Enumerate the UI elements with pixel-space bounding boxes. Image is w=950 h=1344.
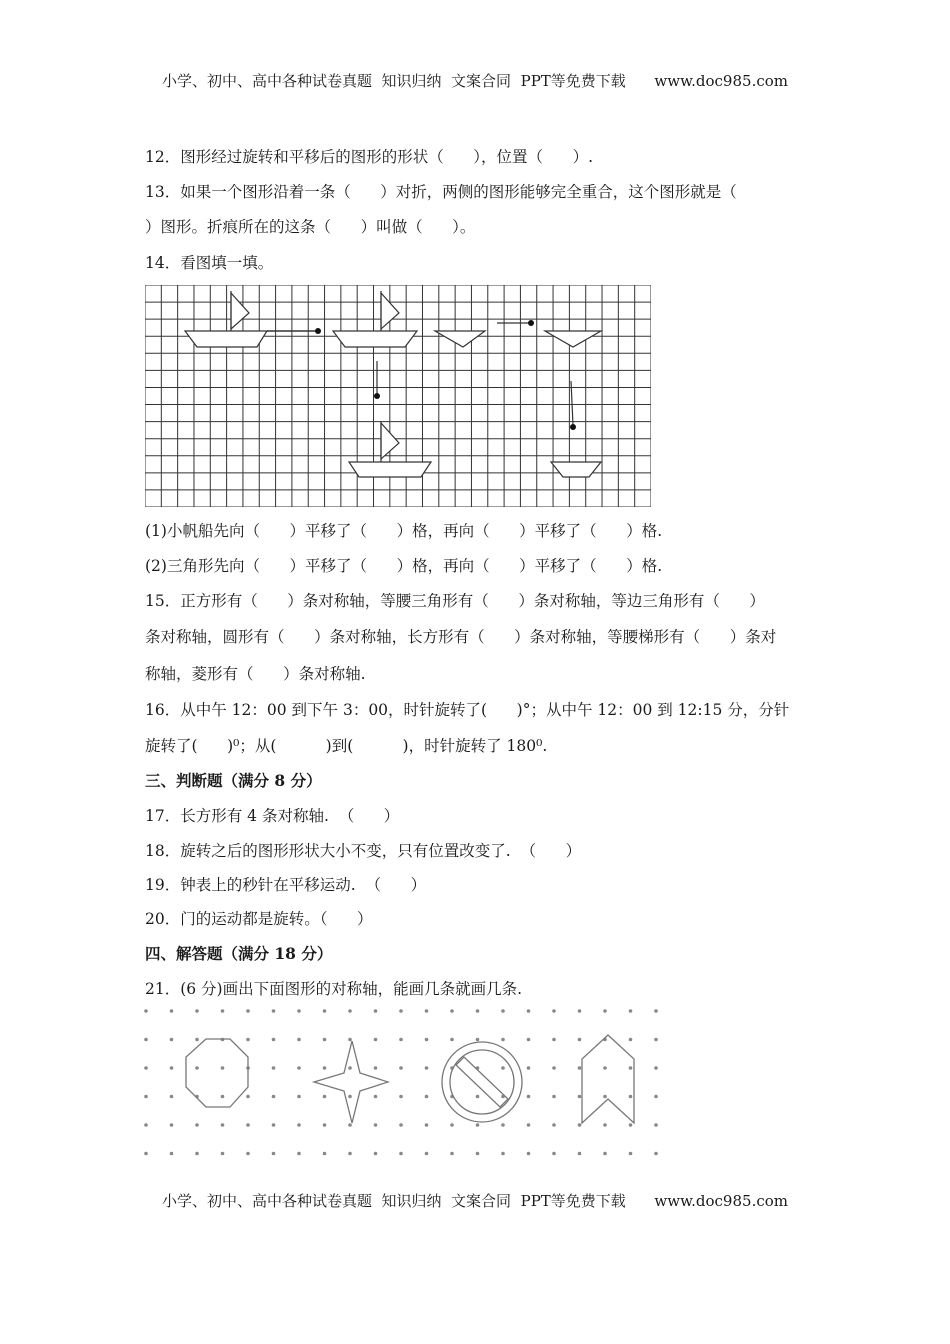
question-13-line2: ）图形。折痕所在的这条（ ）叫做（ ）。 [145,218,476,236]
grid-dot [246,1038,250,1042]
grid-dot [654,1066,658,1070]
point-marker [570,424,576,430]
grid-dot [450,1009,454,1013]
grid-dot [348,1152,352,1156]
grid-dot [272,1066,276,1070]
page-header: 小学、初中、高中各种试卷真题 知识归纳 文案合同 PPT等免费下载 www.doc985.com [161,72,788,90]
grid-dot [476,1009,480,1013]
grid-dot [297,1152,301,1156]
grid-dot [221,1066,225,1070]
grid-dot [297,1095,301,1099]
grid-dot [578,1066,582,1070]
grid-dot [323,1038,327,1042]
grid-dot [144,1095,148,1099]
grid-dot [552,1038,556,1042]
grid-dot [195,1009,199,1013]
grid-dot [399,1095,403,1099]
grid-dot [297,1038,301,1042]
question-13-line1: 13．如果一个图形沿着一条（ ）对折，两侧的图形能够完全重合，这个图形就是（ [145,183,737,201]
grid-dot [399,1123,403,1127]
grid-dot [323,1123,327,1127]
four-point-star-shape [314,1041,388,1123]
point-marker [374,393,380,399]
grid-dot [272,1123,276,1127]
grid-dot [195,1038,199,1042]
grid-dot [552,1123,556,1127]
grid-dot [476,1038,480,1042]
grid-dot [552,1152,556,1156]
octagon-shape [186,1039,248,1107]
question-21: 21．(6 分)画出下面图形的对称轴，能画几条就画几条. [145,980,523,998]
grid-dot [629,1038,633,1042]
grid-dot [272,1095,276,1099]
grid-dot [654,1009,658,1013]
grid-dot [144,1123,148,1127]
grid-dot [603,1123,607,1127]
grid-dot [246,1009,250,1013]
grid-dot [578,1009,582,1013]
grid-dot [297,1009,301,1013]
grid-dot [221,1009,225,1013]
grid-dot [374,1038,378,1042]
grid-dot [629,1066,633,1070]
point-marker [315,328,321,334]
grid-dot [374,1009,378,1013]
grid-dot [374,1095,378,1099]
grid-dot [221,1152,225,1156]
grid-dot [170,1152,174,1156]
grid-dot [476,1152,480,1156]
grid-dot [246,1123,250,1127]
question-14-part1: (1)小帆船先向（ ）平移了（ ）格，再向（ ）平移了（ ）格. [145,522,663,540]
grid-dot [170,1123,174,1127]
grid-dot [170,1066,174,1070]
grid-dot [297,1066,301,1070]
grid-dot [144,1152,148,1156]
grid-dot [425,1038,429,1042]
grid-dot [323,1066,327,1070]
grid-dot [578,1095,582,1099]
grid-dot [272,1009,276,1013]
page-footer: 小学、初中、高中各种试卷真题 知识归纳 文案合同 PPT等免费下载 www.doc985.com [161,1192,788,1210]
grid-dot [654,1038,658,1042]
grid-dot [578,1123,582,1127]
grid-dot [348,1038,352,1042]
grid-dot [654,1095,658,1099]
grid-dot [348,1009,352,1013]
grid-dot [246,1095,250,1099]
point-marker [528,320,534,326]
translation-grid-figure [145,285,651,507]
grid-dot [654,1123,658,1127]
grid-dot [399,1066,403,1070]
question-16-line1: 16．从中午 12：00 到下午 3：00，时针旋转了( )°；从中午 12：00 到 12:15 分，分针 [145,701,790,719]
grid-dot [501,1152,505,1156]
grid-dot [348,1066,352,1070]
grid-dot [144,1066,148,1070]
grid-dot [399,1009,403,1013]
grid-dot [348,1095,352,1099]
grid-dot [425,1066,429,1070]
grid-dot [144,1009,148,1013]
grid-dot [195,1066,199,1070]
grid-dot [195,1123,199,1127]
grid-dot [654,1152,658,1156]
question-15-line3: 称轴，菱形有（ ）条对称轴. [145,665,366,683]
grid-dot [348,1123,352,1127]
grid-dot [603,1009,607,1013]
grid-dot [221,1123,225,1127]
grid-dot [399,1152,403,1156]
section-3-heading: 三、判断题（满分 8 分） [145,771,322,790]
triangle-top-1 [435,331,485,347]
grid-dot [425,1009,429,1013]
grid-dot [450,1152,454,1156]
question-16-line2: 旋转了( )⁰；从( )到( )，时针旋转了 180⁰. [145,737,548,755]
prohibition-sign-shape [442,1042,522,1122]
question-15-line2: 条对称轴，圆形有（ ）条对称轴，长方形有（ ）条对称轴，等腰梯形有（ ）条对 [145,628,777,646]
grid-dot [527,1152,531,1156]
grid-dot [527,1009,531,1013]
grid-dot [374,1066,378,1070]
grid-dot [323,1095,327,1099]
grid-dot [476,1095,480,1099]
grid-dot [425,1123,429,1127]
grid-dot [425,1152,429,1156]
grid-dot [578,1038,582,1042]
grid-dot [195,1152,199,1156]
chevron-ribbon-shape [582,1035,634,1123]
grid-dot [450,1123,454,1127]
grid-dot [246,1152,250,1156]
section-4-heading: 四、解答题（满分 18 分） [145,944,333,963]
grid-dot [170,1009,174,1013]
grid-dot [501,1066,505,1070]
grid-dot [170,1095,174,1099]
grid-dot [221,1095,225,1099]
grid-dot [476,1123,480,1127]
grid-dot [501,1123,505,1127]
grid-dot [272,1038,276,1042]
question-12: 12．图形经过旋转和平移后的图形的形状（ ），位置（ ）. [145,148,594,166]
grid-dot [629,1123,633,1127]
symmetry-shapes-figure [140,1005,660,1160]
grid-dot [629,1009,633,1013]
grid-dot [374,1152,378,1156]
grid-dot [527,1066,531,1070]
grid-dot [425,1095,429,1099]
grid-dot [374,1123,378,1127]
grid-dot [629,1152,633,1156]
question-15-line1: 15．正方形有（ ）条对称轴，等腰三角形有（ ）条对称轴，等边三角形有（ ） [145,592,765,610]
question-20: 20．门的运动都是旋转。（ ） [145,910,373,928]
grid-dot [603,1066,607,1070]
grid-dot [272,1152,276,1156]
grid-dot [552,1009,556,1013]
grid-dot [450,1038,454,1042]
grid-dot [629,1095,633,1099]
question-14: 14．看图填一填。 [145,254,274,272]
grid-dot [578,1152,582,1156]
question-14-part2: (2)三角形先向（ ）平移了（ ）格，再向（ ）平移了（ ）格. [145,557,663,575]
question-18: 18．旋转之后的图形形状大小不变，只有位置改变了. （ ） [145,842,582,860]
grid-dot [527,1095,531,1099]
grid-dot [501,1009,505,1013]
grid-dot [603,1095,607,1099]
grid-dot [323,1009,327,1013]
question-19: 19．钟表上的秒针在平移运动. （ ） [145,876,427,894]
grid-dot [527,1123,531,1127]
grid-dot [501,1038,505,1042]
grid-dot [399,1038,403,1042]
triangle-bottom [551,462,601,477]
grid-dot [297,1123,301,1127]
grid-dot [527,1038,531,1042]
grid-dot [552,1095,556,1099]
grid-dot [603,1152,607,1156]
grid-dot [144,1038,148,1042]
grid-dot [170,1038,174,1042]
question-17: 17．长方形有 4 条对称轴. （ ） [145,807,400,825]
grid-dot [323,1152,327,1156]
grid-dot [552,1066,556,1070]
